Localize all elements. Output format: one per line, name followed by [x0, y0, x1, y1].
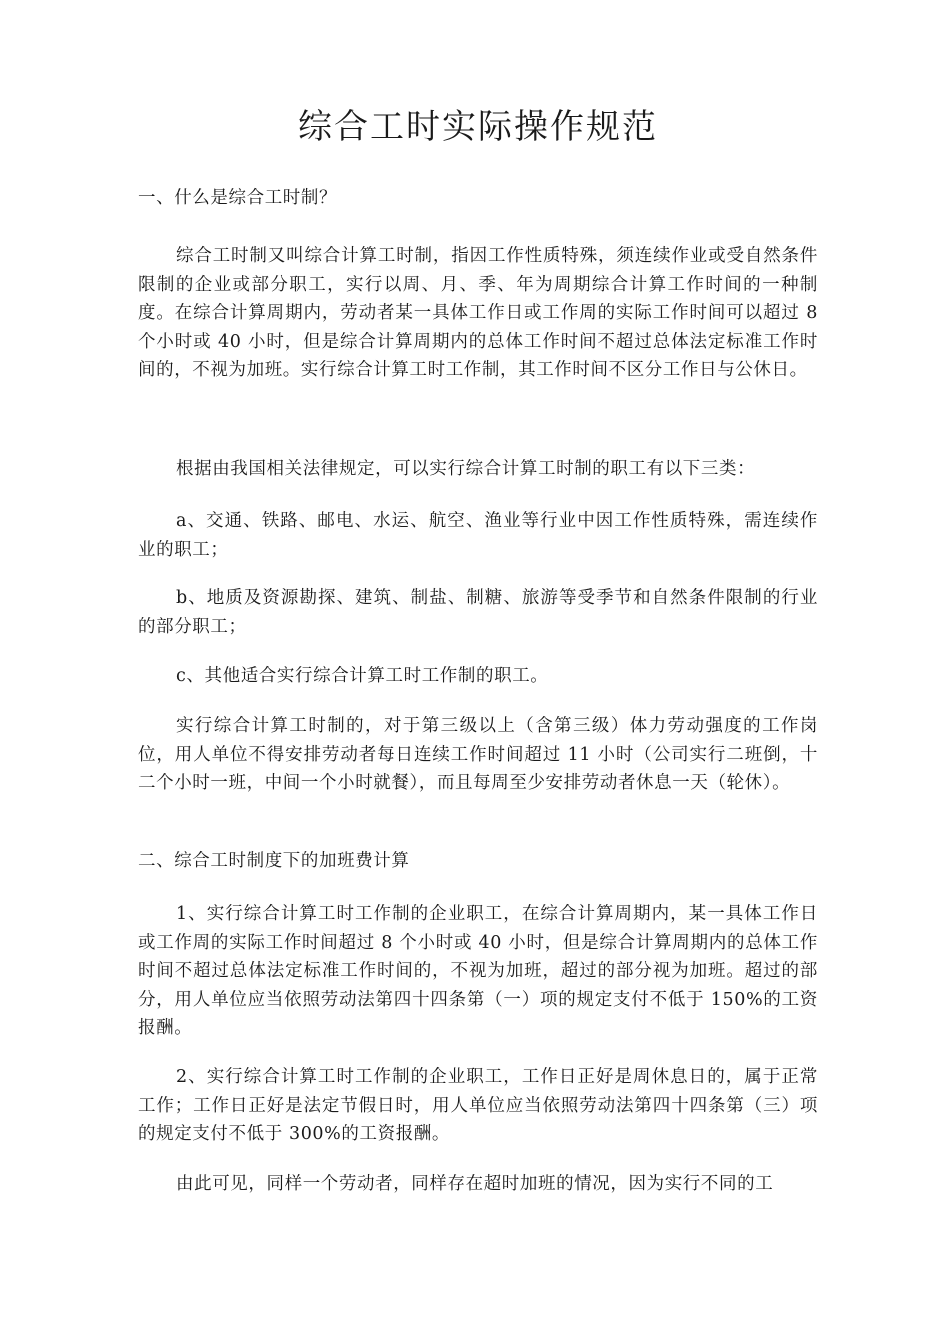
section-2-paragraph-conclusion: 由此可见，同样一个劳动者，同样存在超时加班的情况，因为实行不同的工	[176, 1174, 774, 1194]
section-1-paragraph-definition: 综合工时制又叫综合计算工时制，指因工作性质特殊，须连续作业或受自然条件限制的企业或部分职工，实行以周、月、季、年为周期综合计算工作时间的一种制度。在综合计算周期内，劳动者某一具体工作日或工作周的实际工作时间可以超过 8 个小时或 40 小时，但是综合计算周期内的总体工作时间不超过总体法定标准工作时间的，不视为加班。实行综合计算工时工作制，其工作时间不区分工作日与公休日。	[138, 246, 818, 381]
section-1-heading: 一、什么是综合工时制？	[138, 188, 338, 208]
section-1-paragraph-categories-intro: 根据由我国相关法律规定，可以实行综合计算工时制的职工有以下三类：	[176, 459, 756, 479]
category-item-c: c、其他适合实行综合计算工时工作制的职工。	[176, 666, 549, 686]
document-title: 综合工时实际操作规范	[298, 107, 658, 147]
section-1-paragraph-rest-rule: 实行综合计算工时制的，对于第三级以上（含第三级）体力劳动强度的工作岗位，用人单位不得安排劳动者每日连续工作时间超过 11 小时（公司实行二班倒，十二个小时一班，中间一个小时就餐），而且每周至少安排劳动者休息一天（轮休）。	[138, 716, 818, 794]
section-2-paragraph-holiday-300: 2、实行综合计算工时工作制的企业职工，工作日正好是周休息日的，属于正常工作；工作日正好是法定节假日时，用人单位应当依照劳动法第四十四条第（三）项的规定支付不低于 300%的工资报酬。	[138, 1067, 818, 1145]
section-2-paragraph-overtime-150: 1、实行综合计算工时工作制的企业职工，在综合计算周期内，某一具体工作日或工作周的实际工作时间超过 8 个小时或 40 小时，但是综合计算周期内的总体工作时间不超过总体法定标准工作时间的，不视为加班，超过的部分视为加班。超过的部分，用人单位应当依照劳动法第四十四条第（一）项的规定支付不低于 150%的工资报酬。	[138, 904, 818, 1039]
category-item-a: a、交通、铁路、邮电、水运、航空、渔业等行业中因工作性质特殊，需连续作业的职工；	[138, 511, 818, 560]
category-item-b: b、地质及资源勘探、建筑、制盐、制糖、旅游等受季节和自然条件限制的行业的部分职工；	[138, 588, 818, 637]
section-2-heading: 二、综合工时制度下的加班费计算	[138, 851, 410, 871]
